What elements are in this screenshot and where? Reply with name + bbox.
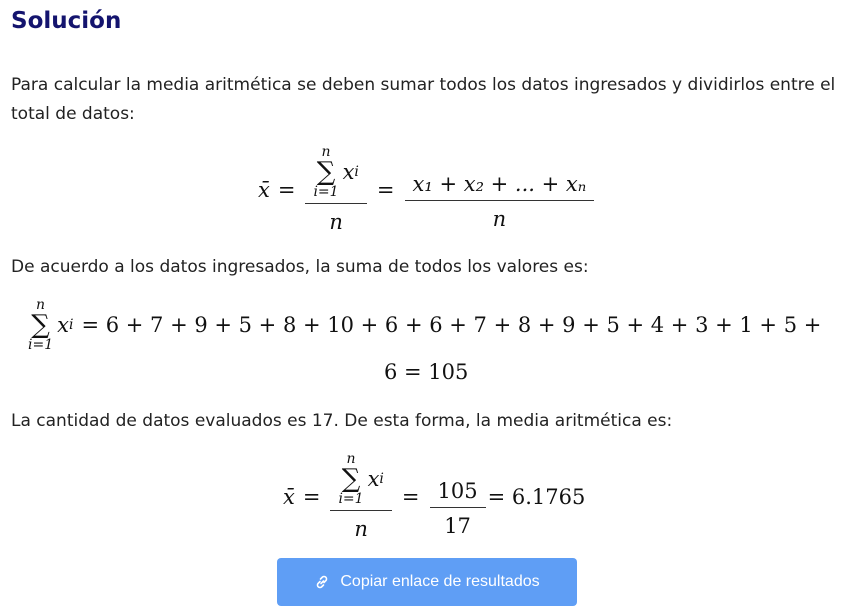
count-paragraph: La cantidad de datos evaluados es 17. De esta forma, la media aritmética es:: [11, 411, 673, 431]
term: x: [57, 313, 69, 337]
xbar: x̄: [258, 177, 270, 202]
sigma: ∑: [31, 310, 50, 340]
intro-paragraph: Para calcular la media aritmética se deben sumar todos los datos ingresados y dividirlos entre el total de datos:: [11, 75, 836, 124]
sum-lower: i=1: [338, 491, 364, 507]
link-icon: [314, 574, 330, 590]
sum-formula: [28, 298, 821, 352]
denominator: n: [305, 203, 366, 234]
sum-upper: n: [346, 451, 356, 467]
equals: =: [376, 177, 395, 202]
mean-result: = 6.1765: [487, 484, 586, 509]
summation: [313, 145, 338, 199]
equals: =: [401, 484, 420, 509]
sum-fraction: [309, 145, 362, 234]
term-sub: i: [68, 317, 74, 333]
button-label: Copiar enlace de resultados: [340, 573, 540, 590]
term-sub: i: [379, 471, 384, 487]
sigma: ∑: [316, 157, 336, 187]
denominator: n: [330, 510, 391, 541]
expanded-fraction: [409, 148, 591, 231]
page-title: Solución: [11, 8, 122, 34]
summation: [338, 452, 363, 506]
value-fraction: [434, 455, 482, 538]
sum-total: 6 = 105: [384, 360, 469, 384]
numerator: x₁ + x₂ + ... + xₙ: [412, 172, 587, 196]
denominator: n: [405, 200, 595, 231]
xbar: x̄: [283, 484, 295, 509]
sum-paragraph: De acuerdo a los datos ingresados, la suma de todos los valores es:: [11, 257, 589, 277]
sum-fraction: [334, 452, 387, 541]
numerator: 105: [437, 479, 478, 503]
sum-upper: n: [36, 297, 46, 313]
sum-lower: i=1: [28, 337, 54, 353]
term-sub: i: [354, 164, 359, 180]
copy-results-link-button[interactable]: [277, 558, 577, 606]
equals: =: [277, 177, 296, 202]
equals: =: [302, 484, 321, 509]
denominator: 17: [430, 507, 486, 538]
term: x: [367, 467, 380, 491]
sigma: ∑: [341, 464, 361, 494]
result-formula: [283, 452, 585, 541]
summation: [28, 298, 53, 352]
term: x: [342, 160, 355, 184]
sum-values: = 6 + 7 + 9 + 5 + 8 + 10 + 6 + 6 + 7 + 8 + 9 + 5 + 4 + 3 + 1 + 5 +: [81, 313, 822, 337]
mean-formula: [258, 145, 596, 234]
sum-upper: n: [321, 144, 331, 160]
sum-lower: i=1: [313, 184, 339, 200]
